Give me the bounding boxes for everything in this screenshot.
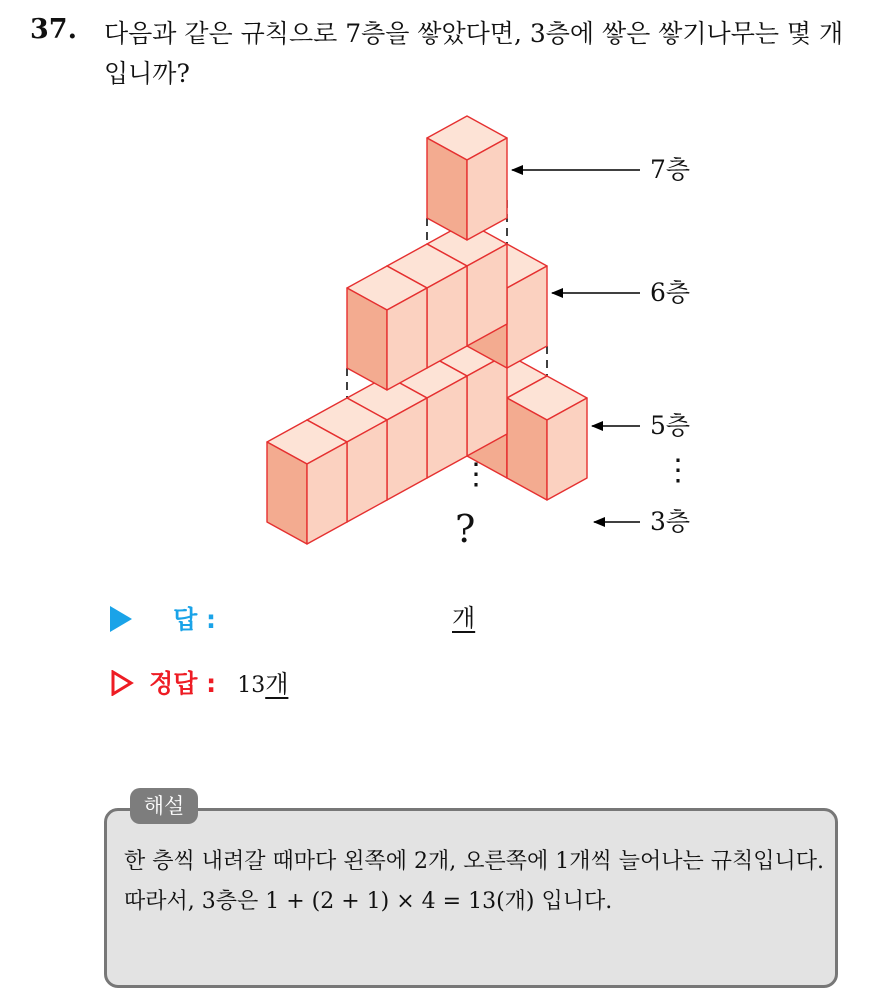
answer-marker-icon: [110, 606, 132, 632]
correct-answer-row: [110, 664, 288, 700]
correct-label: 정답 :: [149, 669, 217, 698]
answer-blank[interactable]: [452, 598, 475, 633]
cube-level5-right-1: [507, 376, 587, 500]
ellipsis-0: ⋮: [461, 457, 491, 492]
explanation-line-2: 따라서, 3층은 1 + (2 + 1) × 4 = 13(개) 입니다.: [124, 889, 613, 914]
answer-row: [110, 600, 216, 636]
correct-value: 13: [237, 673, 266, 698]
explanation-text: [124, 842, 832, 922]
level-label-0: 7층: [650, 155, 691, 184]
cube-group: [267, 116, 587, 544]
cube-level6-left-1: [347, 266, 427, 390]
correct-marker-icon: [110, 670, 128, 696]
question-number: 37.: [30, 14, 77, 45]
level-label-3: 3층: [650, 507, 691, 536]
cube-level5-left-3: [267, 420, 347, 544]
level-label-1: 6층: [650, 278, 691, 307]
explanation-line-1: 한 층씩 내려갈 때마다 왼쪽에 2개, 오른쪽에 1개씩 늘어나는 규칙입니다.: [124, 849, 824, 874]
question-text: 다음과 같은 규칙으로 7층을 쌓았다면, 3층에 쌓은 쌓기나무는 몇 개입니까?: [104, 19, 844, 88]
cube-level7: [427, 116, 507, 240]
explanation-tag: 해설: [130, 788, 198, 824]
correct-unit: 개: [265, 670, 289, 698]
ellipsis-1: ⋮: [663, 453, 693, 488]
level-label-2: 5층: [650, 411, 691, 440]
answer-unit: 개: [452, 604, 476, 632]
question-mark: ?: [455, 507, 476, 551]
answer-label: 답 :: [173, 605, 216, 634]
